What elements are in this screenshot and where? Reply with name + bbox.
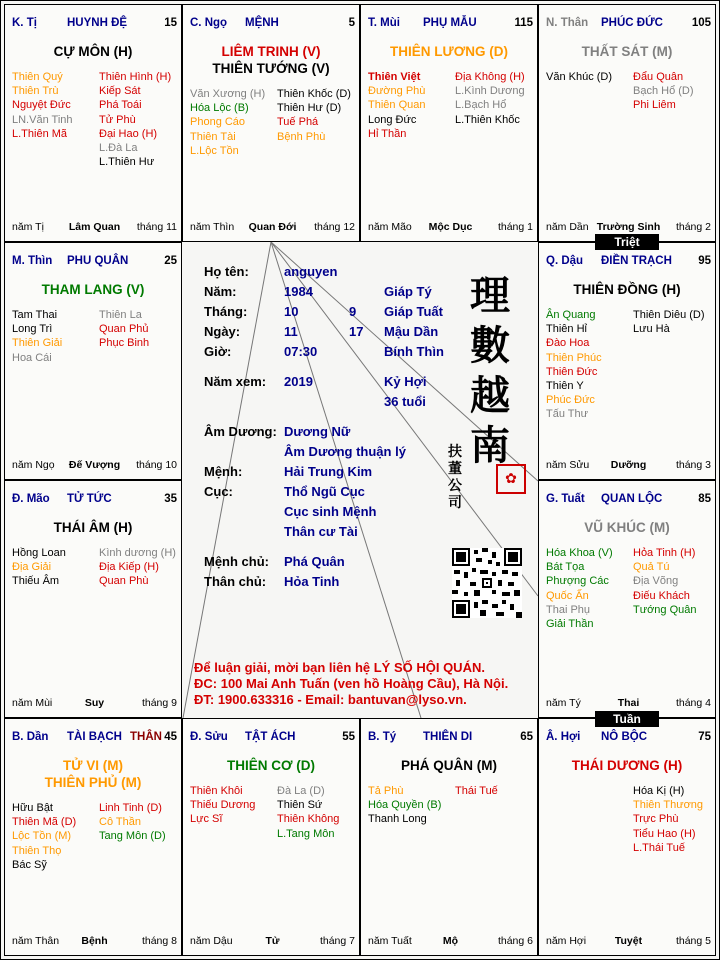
palace-name: TÀI BẠCH (67, 731, 122, 743)
minor-star: Thiên Y (546, 379, 584, 392)
palace-name: TỬ TỨC (67, 493, 112, 505)
minor-stars-right (633, 308, 705, 336)
palace-header (368, 17, 533, 31)
minor-star: Quốc Ấn (546, 589, 589, 602)
day-lunar: 17 (349, 324, 364, 339)
minor-star: Thiên Mã (D) (12, 816, 77, 829)
minor-star: Thiên Tài (190, 130, 236, 143)
minor-star: Địa Không (H) (455, 71, 525, 83)
minor-star: L.Thiên Mã (12, 127, 68, 140)
logo-char-1: 理 (470, 272, 510, 319)
minor-star: Đà La (D) (277, 785, 325, 797)
minor-star: Bạch Hổ (D) (633, 85, 694, 98)
minor-stars-left (546, 308, 602, 422)
cuc-label: Cục: (204, 484, 233, 499)
minor-star: Thái Tuế (455, 785, 498, 797)
minor-star: Phúc Đức (546, 394, 595, 407)
minor-star: Bệnh Phù (277, 130, 326, 143)
minor-star: Thiên Giải (12, 337, 63, 350)
minor-stars-left (190, 87, 265, 158)
major-star: THIÊN ĐỒNG (H) (573, 282, 681, 297)
age-number: 85 (698, 493, 711, 505)
age-number: 45 (164, 731, 177, 743)
minor-star: Quan Phủ (99, 323, 149, 336)
month-cycle: tháng 8 (141, 935, 177, 947)
palace-header (546, 255, 711, 269)
branch-label: N. Thân (546, 17, 589, 29)
center-info-panel (182, 242, 538, 718)
minor-star: L.Thiên Khốc (455, 113, 520, 126)
minor-star: Đẩu Quân (633, 71, 684, 83)
palace-footer (190, 935, 355, 948)
minor-star: Thiên Sứ (277, 799, 323, 812)
minor-star: Thiên Khốc (D) (277, 88, 351, 100)
day-canchi: Mậu Dần (384, 324, 439, 339)
palace-cell-than[interactable] (538, 4, 716, 242)
truong-sinh-stage: Trường Sinh (596, 221, 661, 233)
age-number: 15 (164, 17, 177, 29)
minor-star: Địa Giải (12, 561, 52, 574)
minor-stars-right (99, 546, 176, 589)
branch-label: B. Dần (12, 731, 49, 743)
minor-star: Thiên Diêu (D) (633, 309, 705, 321)
minor-star: Phong Cáo (190, 116, 246, 129)
minor-star: Thiên La (99, 309, 142, 321)
amduong-value: Dương Nữ (284, 424, 351, 439)
palace-cell-ngo[interactable] (182, 4, 360, 242)
minor-stars-right (277, 784, 339, 841)
minor-stars-left (546, 70, 612, 84)
major-star: VŨ KHÚC (M) (584, 520, 670, 535)
month-cycle: tháng 3 (675, 459, 711, 471)
palace-cell-dau[interactable] (538, 242, 716, 480)
minor-star: Thiên Trù (12, 85, 59, 98)
menh-value: Hải Trung Kim (284, 464, 373, 479)
major-star: THẤT SÁT (M) (581, 44, 673, 59)
age-number: 65 (520, 731, 533, 743)
month-value: 10 (284, 304, 299, 319)
year-cycle: năm Tuất (368, 935, 412, 947)
minor-star: Văn Xương (H) (190, 88, 266, 100)
palace-footer (546, 935, 711, 948)
branch-label: C. Ngọ (190, 17, 228, 29)
major-star: THIÊN TƯỚNG (V) (212, 61, 330, 76)
palace-footer (368, 221, 533, 234)
cuc-value: Thổ Ngũ Cục (284, 484, 365, 499)
minor-star: Văn Khúc (D) (546, 71, 613, 83)
minor-star: Phượng Các (546, 575, 609, 588)
age-number: 105 (691, 17, 711, 29)
truong-sinh-stage: Suy (84, 697, 105, 709)
hour-label: Giờ: (204, 344, 232, 359)
truong-sinh-stage: Tử (265, 935, 280, 947)
cuc-value-2: Cục sinh Mệnh (284, 504, 377, 519)
minor-stars-left (546, 546, 613, 631)
minor-star: Bác Sỹ (12, 858, 47, 871)
month-cycle: tháng 2 (675, 221, 711, 233)
minor-stars-right (633, 70, 694, 113)
palace-footer (368, 935, 533, 948)
truong-sinh-stage: Tuyệt (614, 935, 643, 947)
red-seal-stamp: ✿ (496, 464, 526, 494)
year-cycle: năm Thìn (190, 221, 235, 233)
truong-sinh-stage: Mộ (442, 935, 459, 947)
minor-star: Thiên Quan (368, 99, 426, 112)
view-year-value: 2019 (284, 374, 313, 389)
palace-name: HUYNH ĐỆ (67, 17, 128, 29)
major-star: THÁI DƯƠNG (H) (571, 758, 683, 773)
palace-name: PHU QUÂN (67, 255, 129, 267)
minor-star: L.Thái Tuế (633, 841, 685, 854)
branch-label: Q. Dậu (546, 255, 584, 267)
palace-footer (546, 221, 711, 234)
minor-star: Thiên Khôi (190, 785, 243, 797)
minor-stars-right (455, 70, 525, 127)
minor-stars-right (455, 784, 498, 798)
minor-star: Thiên Thương (633, 799, 704, 812)
contact-line-3: ĐT: 1900.633316 - Email: bantuvan@lyso.vn. (194, 692, 467, 707)
contact-line-1: Để luận giải, mời bạn liên hệ LÝ SỐ HỘI QUÁN. (194, 660, 485, 675)
palace-name: PHỤ MẪU (423, 17, 477, 29)
branch-label: B. Tý (368, 731, 397, 743)
month-cycle: tháng 7 (319, 935, 355, 947)
year-cycle: năm Ngọ (12, 459, 55, 471)
menh-label: Mệnh: (204, 464, 243, 479)
than-marker: THÂN (130, 731, 162, 743)
minor-star: Thiên Thọ (12, 844, 62, 857)
palace-footer (12, 697, 177, 710)
year-cycle: năm Dần (546, 221, 589, 233)
minor-star: Thiên Hư (D) (277, 102, 342, 115)
palace-name: NÔ BỘC (601, 731, 647, 743)
minor-star: L.Kình Dương (455, 85, 525, 98)
minor-star: Quả Tú (633, 561, 670, 574)
year-cycle: năm Tị (12, 221, 44, 233)
minor-star: Tả Phù (368, 785, 404, 797)
palace-footer (12, 221, 177, 234)
minor-stars-left (368, 70, 425, 141)
palace-footer (12, 459, 177, 472)
age-number: 25 (164, 255, 177, 267)
year-cycle: năm Sửu (546, 459, 590, 471)
palace-header (12, 731, 177, 745)
minor-star: Linh Tinh (D) (99, 802, 162, 814)
view-year-canchi: Kỷ Hợi (384, 374, 427, 389)
minor-star: Kình dương (H) (99, 547, 176, 559)
palace-footer (190, 221, 355, 234)
truong-sinh-stage: Lâm Quan (68, 221, 121, 233)
branch-label: T. Mùi (368, 17, 400, 29)
minor-star: Thiên Quý (12, 71, 63, 83)
branch-label: Đ. Sửu (190, 731, 228, 743)
year-label: Năm: (204, 284, 237, 299)
palace-cell-dan[interactable] (4, 718, 182, 956)
minor-star: Giải Thần (546, 617, 594, 630)
minor-star: L.Lộc Tồn (190, 144, 239, 157)
age-number: 5 (348, 17, 355, 29)
branch-label: Đ. Mão (12, 493, 50, 505)
minor-star: Hóa Lộc (B) (190, 102, 249, 115)
month-cycle: tháng 12 (314, 221, 355, 233)
minor-star: Thiếu Dương (190, 799, 256, 812)
truong-sinh-stage: Dưỡng (610, 459, 647, 471)
minor-stars-right (633, 546, 697, 617)
minor-star: Hồng Loan (12, 547, 66, 559)
minor-star: Hóa Khoa (V) (546, 547, 613, 559)
minor-star: Tuế Phá (277, 116, 319, 129)
minor-star: Địa Võng (633, 575, 679, 588)
palace-header (12, 493, 177, 507)
day-label: Ngày: (204, 324, 241, 339)
minor-star: Đào Hoa (546, 337, 590, 350)
minor-star: Hóa Quyền (B) (368, 799, 442, 812)
minor-star: Quan Phù (99, 575, 149, 588)
palace-cell-mui[interactable] (360, 4, 538, 242)
branch-label: K. Tị (12, 17, 37, 29)
month-cycle: tháng 11 (136, 221, 177, 233)
month-label: Tháng: (204, 304, 248, 319)
minor-star: Phục Binh (99, 337, 150, 350)
age-value: 36 tuổi (384, 394, 426, 409)
minor-star: Tang Môn (D) (99, 830, 166, 843)
logo-subtext: 扶 董 公 司 (448, 444, 462, 511)
palace-header (368, 731, 533, 745)
month-cycle: tháng 10 (136, 459, 177, 471)
palace-footer (546, 459, 711, 472)
minor-star: L.Thiên Hư (99, 156, 155, 169)
minor-star: Kiếp Sát (99, 85, 141, 98)
amduong-label: Âm Dương: (204, 424, 277, 439)
minor-stars-left (12, 70, 73, 141)
minor-stars-right (99, 70, 171, 169)
menhchu-value: Phá Quân (284, 554, 345, 569)
amduong-value-2: Âm Dương thuận lý (284, 444, 406, 459)
minor-star: Thanh Long (368, 813, 427, 826)
palace-cell-tuat[interactable] (538, 480, 716, 718)
qr-code[interactable] (452, 548, 522, 618)
cuc-value-3: Thân cư Tài (284, 524, 358, 539)
hour-canchi: Bính Thìn (384, 344, 444, 359)
truong-sinh-stage: Quan Đới (248, 221, 297, 233)
minor-star: Thiên Hỉ (546, 323, 587, 336)
minor-star: Lộc Tồn (M) (12, 830, 72, 843)
major-star: LIÊM TRINH (V) (221, 44, 321, 59)
year-cycle: năm Thân (12, 935, 60, 947)
truong-sinh-stage: Mộc Dục (428, 221, 473, 233)
day-value: 11 (284, 324, 298, 339)
logo-char-2: 數 (470, 322, 510, 369)
minor-star: Hỏa Tinh (H) (633, 547, 696, 559)
name-value: anguyen (284, 264, 338, 279)
minor-stars-right (633, 784, 703, 855)
minor-star: L.Tang Môn (277, 827, 335, 840)
menhchu-label: Mệnh chủ: (204, 554, 269, 569)
contact-line-2: ĐC: 100 Mai Anh Tuấn (ven hồ Hoàng Cầu), Hà Nội. (194, 676, 509, 691)
palace-header (190, 731, 355, 745)
minor-star: L.Bạch Hổ (455, 99, 507, 112)
year-cycle: năm Mão (368, 221, 412, 233)
minor-star: Tiểu Hao (H) (633, 827, 696, 840)
minor-star: Hỉ Thần (368, 127, 407, 140)
minor-stars-left (12, 801, 76, 872)
year-value: 1984 (284, 284, 313, 299)
minor-star: Tử Phù (99, 113, 136, 126)
minor-star: Hoa Cái (12, 351, 52, 364)
palace-name: ĐIỀN TRẠCH (601, 255, 672, 267)
minor-star: Thiên Việt (368, 71, 421, 83)
minor-star: Phi Liêm (633, 99, 676, 112)
view-year-label: Năm xem: (204, 374, 267, 389)
year-canchi: Giáp Tý (384, 284, 432, 299)
minor-star: Đại Hao (H) (99, 127, 158, 140)
major-star: THIÊN LƯƠNG (D) (390, 44, 508, 59)
year-cycle: năm Dậu (190, 935, 233, 947)
major-star: PHÁ QUÂN (M) (401, 758, 497, 773)
thanchu-value: Hỏa Tinh (284, 574, 340, 589)
month-cycle: tháng 6 (497, 935, 533, 947)
minor-star: Bát Tọa (546, 561, 585, 574)
year-cycle: năm Hợi (546, 935, 587, 947)
tuan-band: Tuần (595, 711, 659, 727)
palace-header (12, 17, 177, 31)
minor-star: Thiếu Âm (12, 575, 60, 588)
branch-label: M. Thìn (12, 255, 53, 267)
minor-star: Tam Thai (12, 309, 58, 321)
palace-footer (12, 935, 177, 948)
minor-star: Thiên Hình (H) (99, 71, 172, 83)
age-number: 75 (698, 731, 711, 743)
age-number: 115 (514, 17, 533, 29)
minor-star: Long Đức (368, 113, 417, 126)
age-number: 55 (342, 731, 355, 743)
minor-star: Cô Thần (99, 816, 141, 829)
palace-header (546, 731, 711, 745)
palace-cell-mao[interactable] (4, 480, 182, 718)
palace-footer (546, 697, 711, 710)
name-label: Họ tên: (204, 264, 249, 279)
palace-cell-suu[interactable] (182, 718, 360, 956)
palace-name: THIÊN DI (423, 731, 473, 743)
logo-char-3: 越 (470, 372, 510, 419)
minor-stars-left (190, 784, 255, 827)
month-cycle: tháng 5 (675, 935, 711, 947)
minor-star: LN.Văn Tinh (12, 113, 73, 126)
year-cycle: năm Mùi (12, 697, 53, 709)
palace-header (12, 255, 177, 269)
minor-star: Thai Phụ (546, 603, 591, 616)
minor-stars-right (277, 87, 351, 144)
minor-stars-left (12, 546, 66, 589)
month-lunar: 9 (349, 304, 357, 319)
truong-sinh-stage: Bệnh (81, 935, 108, 947)
minor-star: Lưu Hà (633, 323, 670, 336)
palace-name: MỆNH (245, 17, 279, 29)
palace-header (546, 493, 711, 507)
branch-label: G. Tuất (546, 493, 585, 505)
minor-star: Tấu Thư (546, 408, 589, 421)
month-cycle: tháng 4 (675, 697, 711, 709)
minor-star: Lực Sĩ (190, 813, 223, 826)
age-number: 95 (698, 255, 711, 267)
minor-star: Tướng Quân (633, 603, 697, 616)
minor-star: Địa Kiếp (H) (99, 561, 159, 574)
branch-label: Â. Hợi (546, 731, 581, 743)
truong-sinh-stage: Thai (617, 697, 640, 709)
month-canchi: Giáp Tuất (384, 304, 443, 319)
palace-name: QUAN LỘC (601, 493, 663, 505)
month-cycle: tháng 9 (141, 697, 177, 709)
minor-stars-left (368, 784, 441, 827)
major-star: THÁI ÂM (H) (53, 520, 133, 535)
minor-star: Thiên Không (277, 813, 340, 826)
minor-star: L.Đà La (99, 141, 138, 154)
major-star: CỰ MÔN (H) (53, 44, 133, 59)
hour-value: 07:30 (284, 344, 318, 359)
year-cycle: năm Tý (546, 697, 581, 709)
thanchu-label: Thân chủ: (204, 574, 267, 589)
minor-star: Đường Phù (368, 85, 426, 98)
major-star: THAM LANG (V) (41, 282, 145, 297)
palace-cell-hoi[interactable] (538, 718, 716, 956)
minor-star: Phá Toái (99, 99, 142, 112)
minor-star: Long Trì (12, 323, 53, 336)
minor-star: Ân Quang (546, 309, 596, 321)
month-cycle: tháng 1 (497, 221, 533, 233)
palace-header (546, 17, 711, 31)
palace-header (190, 17, 355, 31)
palace-name: TẬT ÁCH (245, 731, 296, 743)
palace-name: PHÚC ĐỨC (601, 17, 663, 29)
major-star: THIÊN CƠ (D) (226, 758, 315, 773)
minor-star: Hữu Bật (12, 802, 53, 814)
age-number: 35 (164, 493, 177, 505)
major-star: TỬ VI (M) (63, 758, 123, 773)
palace-cell-ti[interactable] (4, 4, 182, 242)
truong-sinh-stage: Đế Vượng (68, 459, 121, 471)
minor-star: Thiên Đức (546, 365, 598, 378)
triet-band: Triệt (595, 234, 659, 250)
minor-star: Nguyệt Đức (12, 99, 71, 112)
minor-star: Thiên Phúc (546, 351, 602, 364)
minor-stars-right (99, 801, 166, 844)
minor-star: Điếu Khách (633, 589, 690, 602)
major-star: THIÊN PHỦ (M) (44, 775, 142, 790)
palace-cell-thin[interactable] (4, 242, 182, 480)
minor-star: Trực Phù (633, 813, 679, 826)
logo-char-4: 南 (470, 422, 510, 469)
minor-stars-right (99, 308, 149, 351)
minor-star: Hóa Kị (H) (633, 785, 685, 797)
palace-cell-ty[interactable] (360, 718, 538, 956)
minor-stars-left (12, 308, 62, 365)
